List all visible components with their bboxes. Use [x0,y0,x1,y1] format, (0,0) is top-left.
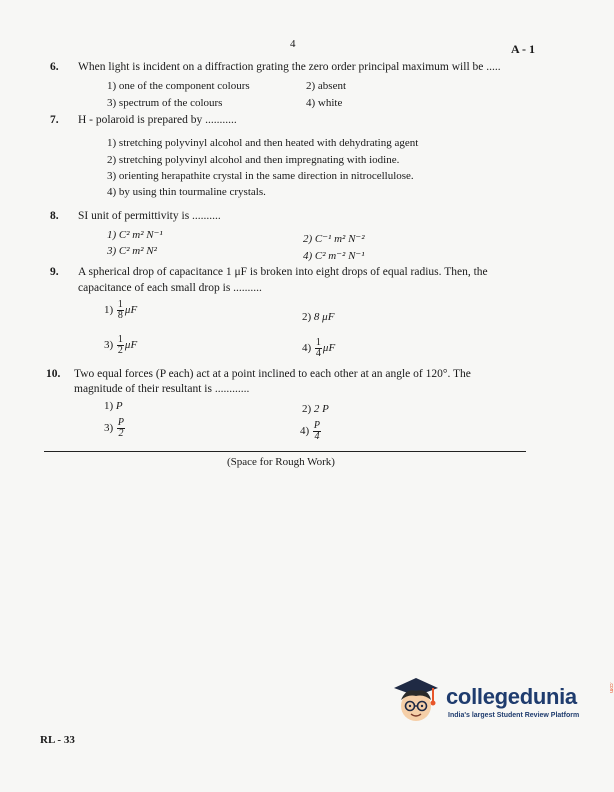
option-3: 3) spectrum of the colours [107,97,223,109]
unit: μF [124,304,138,317]
denominator: 4 [315,348,321,359]
option-4: 4) white [306,97,343,109]
brand-name: collegedunia [446,684,577,709]
option-value: 8 μF [313,311,335,323]
denominator: 2 [118,428,124,439]
option-2 [302,403,329,415]
numerator: P [117,417,125,428]
question-text-line-2: magnitude of their resultant is ............ [74,383,250,395]
question-text-line-1: Two equal forces (P each) act at a point inclined to each other at an angle of 120°. The [74,368,471,380]
numerator: 1 [117,299,123,310]
option-3: 3) C² m² N² [107,245,157,257]
question-text: When light is incident on a diffraction grating the zero order principal maximum will be ..... [78,61,501,73]
numerator: P [313,420,321,431]
rough-work-label: (Space for Rough Work) [227,456,335,468]
option-1: 1) one of the component colours [107,80,250,92]
question-text-line-2: capacitance of each small drop is .......... [78,282,262,294]
denominator: 2 [117,345,123,356]
fraction [117,335,124,356]
fraction [313,421,321,442]
question-text: SI unit of permittivity is .......... [78,210,221,222]
question-number: 9. [50,266,59,278]
unit: μF [124,339,138,352]
question-number: 6. [50,61,59,73]
option-label: 1) [104,304,114,317]
fraction [117,418,125,439]
question-text: H - polaroid is prepared by ........... [78,114,237,126]
option-2: 2) absent [306,80,347,92]
page-number: 4 [290,38,296,50]
paper-code: A - 1 [511,42,535,56]
option-label: 4) [302,342,312,355]
numerator: 1 [315,337,321,348]
option-label: 1) [104,400,114,412]
fraction [117,300,124,321]
fraction [315,338,322,359]
denominator: 8 [117,310,123,321]
option-2: 2) stretching polyvinyl alcohol and then impregnating with iodine. [107,154,400,166]
collegedunia-logo [388,670,614,730]
option-4: 4) C² m⁻² N⁻¹ [303,250,365,262]
option-3 [104,335,137,356]
option-4 [302,338,335,359]
question-text-line-1: A spherical drop of capacitance 1 μF is broken into eight drops of equal radius. Then, the [78,266,488,278]
option-1: 1) C² m² N⁻¹ [107,229,163,241]
option-2 [302,311,334,323]
option-label: 2) [302,403,312,415]
option-2: 2) C⁻¹ m² N⁻² [303,233,365,245]
section-divider [44,451,526,452]
option-4 [300,421,322,442]
numerator: 1 [117,334,123,345]
option-label: 3) [104,339,114,352]
option-3: 3) orienting herapathite crystal in the same direction in nitrocellulose. [107,170,414,182]
mascot-icon [388,670,444,730]
option-label: 3) [104,422,114,435]
option-1 [104,300,137,321]
brand-tagline: India's largest Student Review Platform [448,712,580,719]
denominator: 4 [314,431,320,442]
option-value: P [115,400,123,412]
option-1: 1) stretching polyvinyl alcohol and then heated with dehydrating agent [107,137,419,149]
option-value: 2 P [313,403,329,415]
question-number: 10. [46,368,61,380]
option-label: 4) [300,425,310,438]
option-1 [104,400,123,412]
option-3 [104,418,126,439]
brand-suffix: .com [608,682,614,693]
unit: μF [322,342,336,355]
question-number: 8. [50,210,59,222]
footer-code: RL - 33 [40,734,75,746]
option-label: 2) [302,311,312,323]
option-4: 4) by using thin tourmaline crystals. [107,186,266,198]
question-number: 7. [50,114,59,126]
